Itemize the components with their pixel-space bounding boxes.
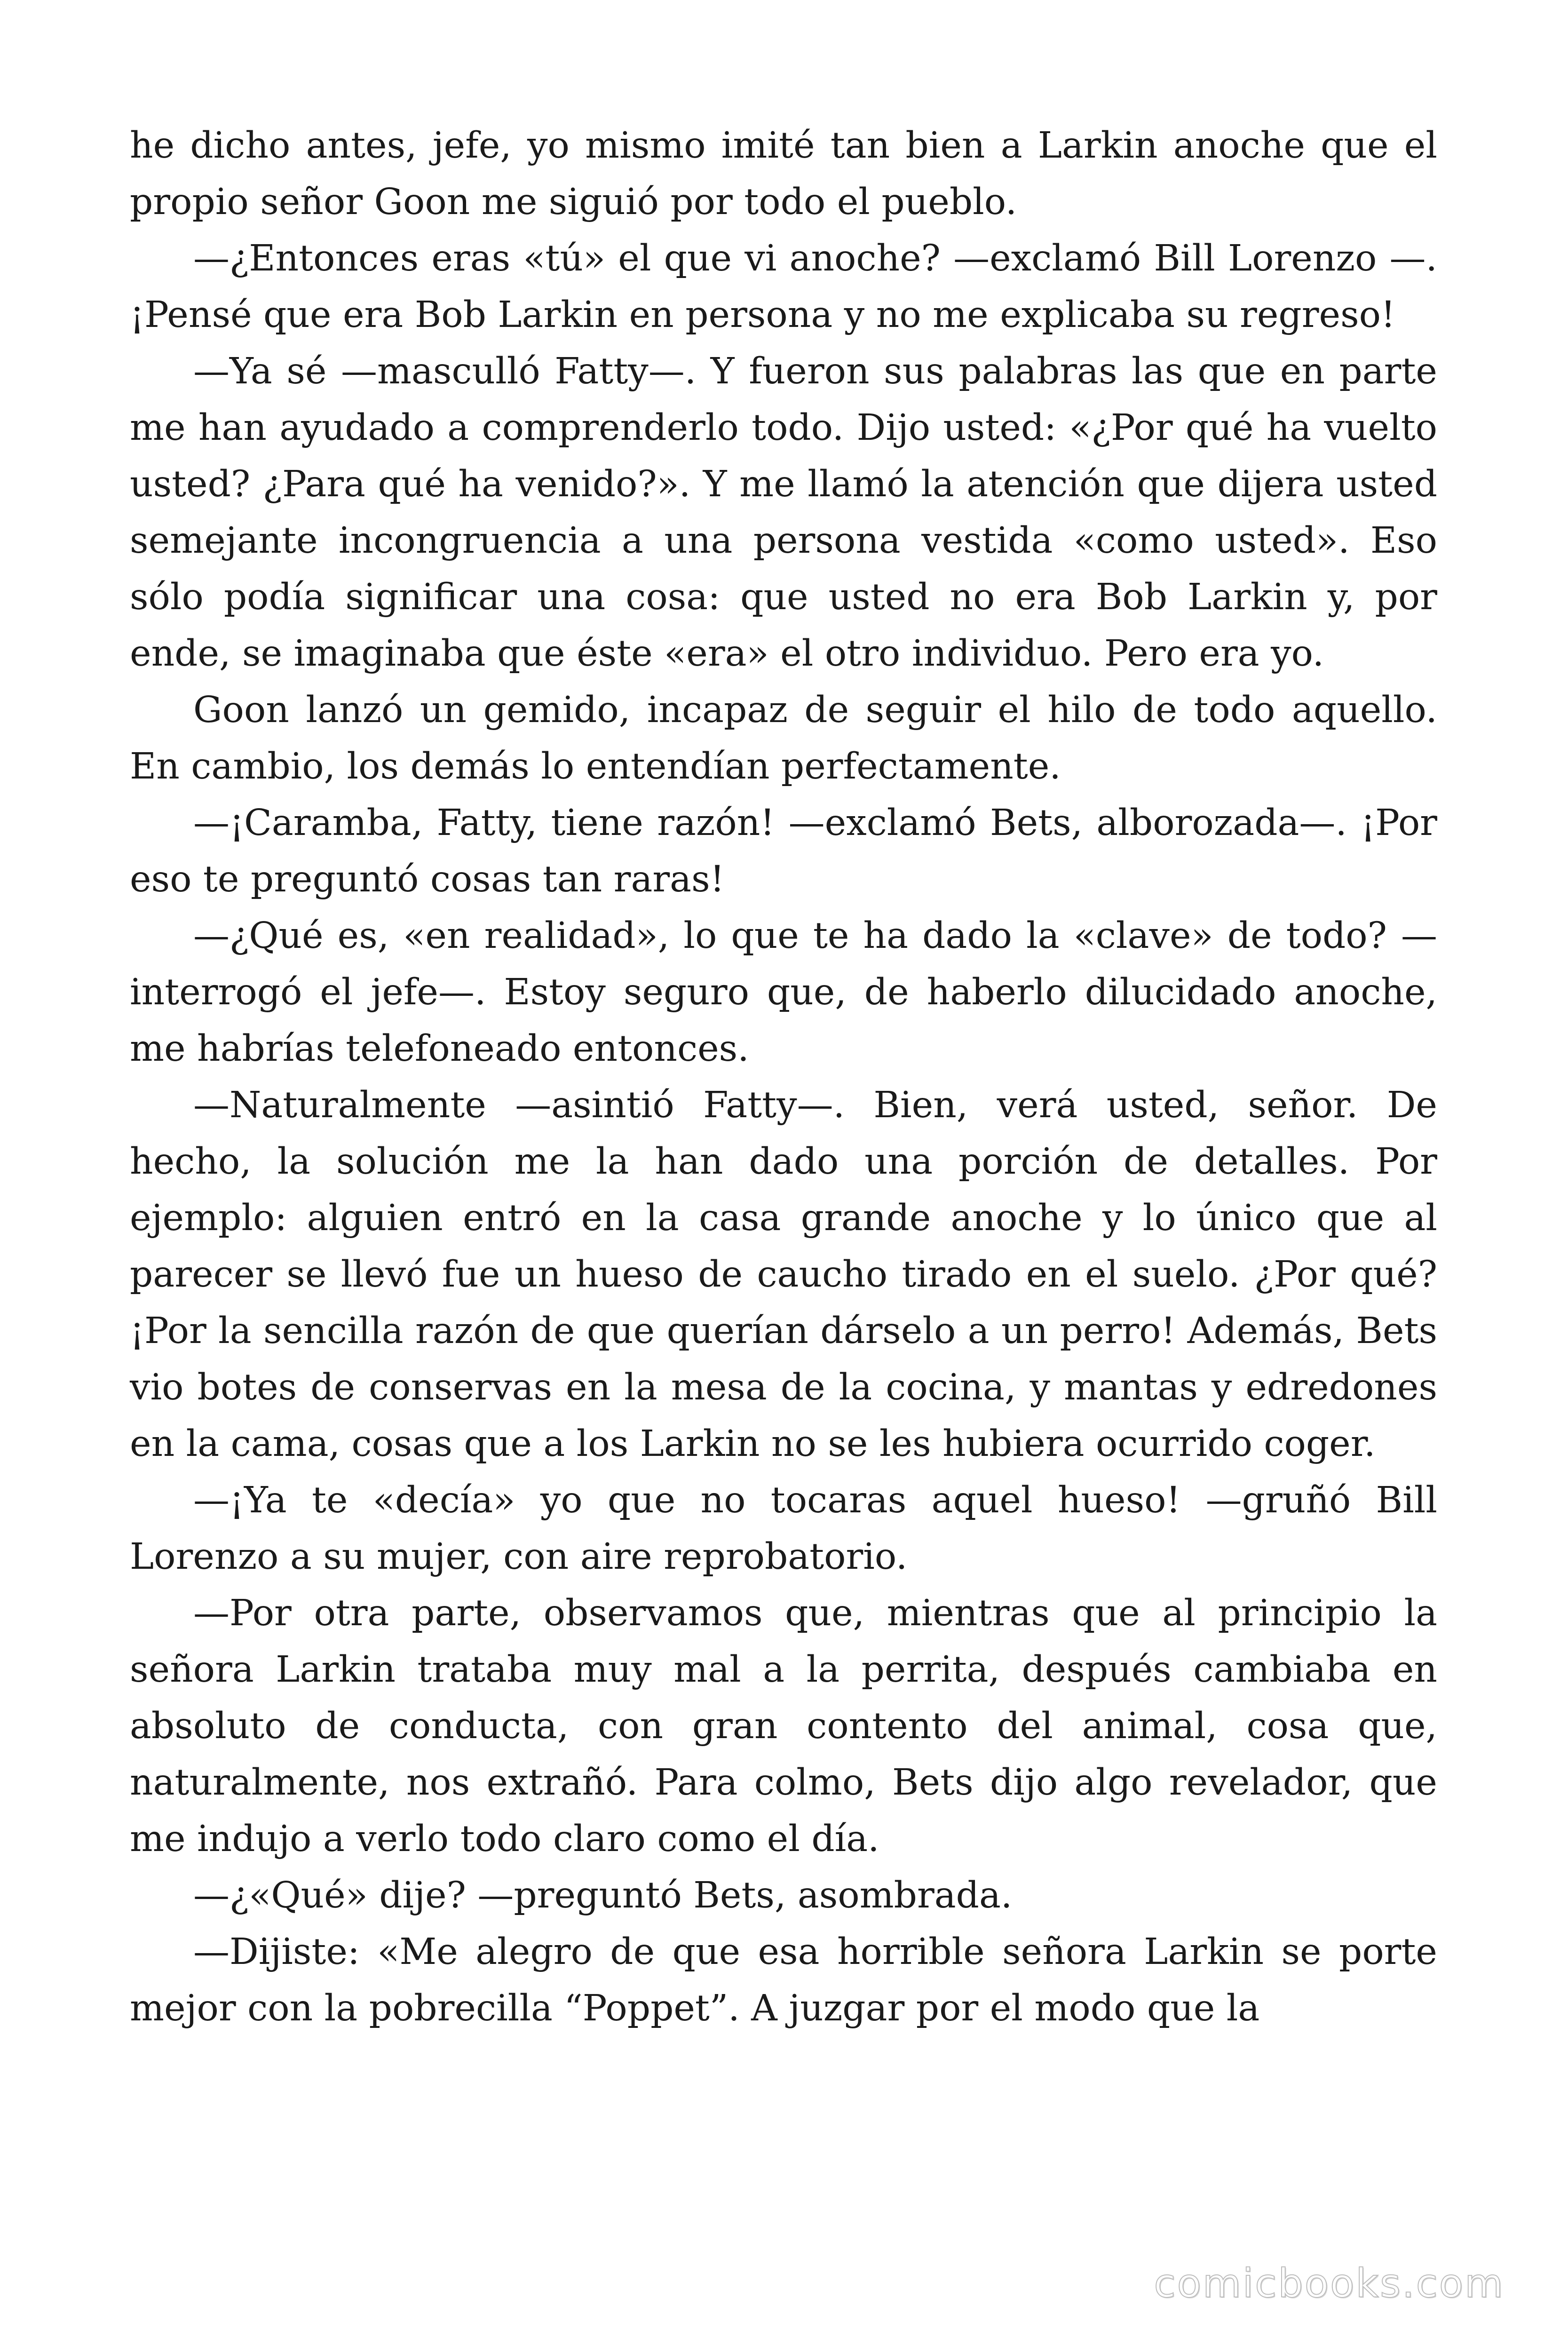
paragraph: —Ya sé —masculló Fatty—. Y fueron sus palabras las que en parte me han ayudado a comprenderlo todo. Dijo usted: «¿Por qué ha vuelto usted? ¿Para qué ha venido?». Y me llamó la atención que dijera usted semejante incongruencia a una persona vestida «como usted». Eso sólo podía significar una cosa: que usted no era Bob Larkin y, por ende, se imaginaba que éste «era» el otro individuo. Pero era yo. bbox=[130, 350, 1437, 675]
paragraph: —Naturalmente —asintió Fatty—. Bien, verá usted, señor. De hecho, la solución me la han dado una porción de detalles. Por ejemplo: alguien entró en la casa grande anoche y lo único que al parecer se llevó fue un hueso de caucho tirado en el suelo. ¿Por qué? ¡Por la sencilla razón de que querían dárselo a un perro! Además, Bets vio botes de conservas en la mesa de la cocina, y mantas y edredones en la cama, cosas que a los Larkin no se les hubiera ocurrido coger. bbox=[130, 1084, 1437, 1465]
paragraph: —¿«Qué» dije? —preguntó Bets, asombrada. bbox=[193, 1875, 1013, 1916]
paragraph: —Dijiste: «Me alegro de que esa horrible señora Larkin se porte mejor con la pobrecilla “Poppet”. A juzgar por el modo que la bbox=[130, 1931, 1437, 2029]
paragraph: —Por otra parte, observamos que, mientras que al principio la señora Larkin trataba muy mal a la perrita, después cambiaba en absoluto de conducta, con gran contento del animal, cosa que, naturalmente, nos extrañó. Para colmo, Bets dijo algo revelador, que me indujo a verlo todo claro como el día. bbox=[130, 1592, 1437, 1860]
paragraph: Goon lanzó un gemido, incapaz de seguir el hilo de todo aquello. En cambio, los demás lo entendían perfectamente. bbox=[130, 689, 1437, 787]
paragraph: —¿Entonces eras «tú» el que vi anoche? —exclamó Bill Lorenzo —. ¡Pensé que era Bob Larkin en persona y no me explicaba su regreso! bbox=[130, 238, 1437, 336]
paragraph: —¡Caramba, Fatty, tiene razón! —exclamó Bets, alborozada—. ¡Por eso te preguntó cosas tan raras! bbox=[130, 802, 1437, 900]
paragraph: —¿Qué es, «en realidad», lo que te ha dado la «clave» de todo? —interrogó el jefe—. Estoy seguro que, de haberlo dilucidado anoche, me habrías telefoneado entonces. bbox=[130, 915, 1437, 1070]
book-page-text bbox=[130, 118, 1437, 2037]
watermark: comicbooks.com bbox=[1154, 2260, 1505, 2306]
paragraph-continued: he dicho antes, jefe, yo mismo imité tan bien a Larkin anoche que el propio señor Goon me siguió por todo el pueblo. bbox=[130, 125, 1437, 223]
paragraph: —¡Ya te «decía» yo que no tocaras aquel hueso! —gruñó Bill Lorenzo a su mujer, con aire reprobatorio. bbox=[130, 1479, 1437, 1578]
